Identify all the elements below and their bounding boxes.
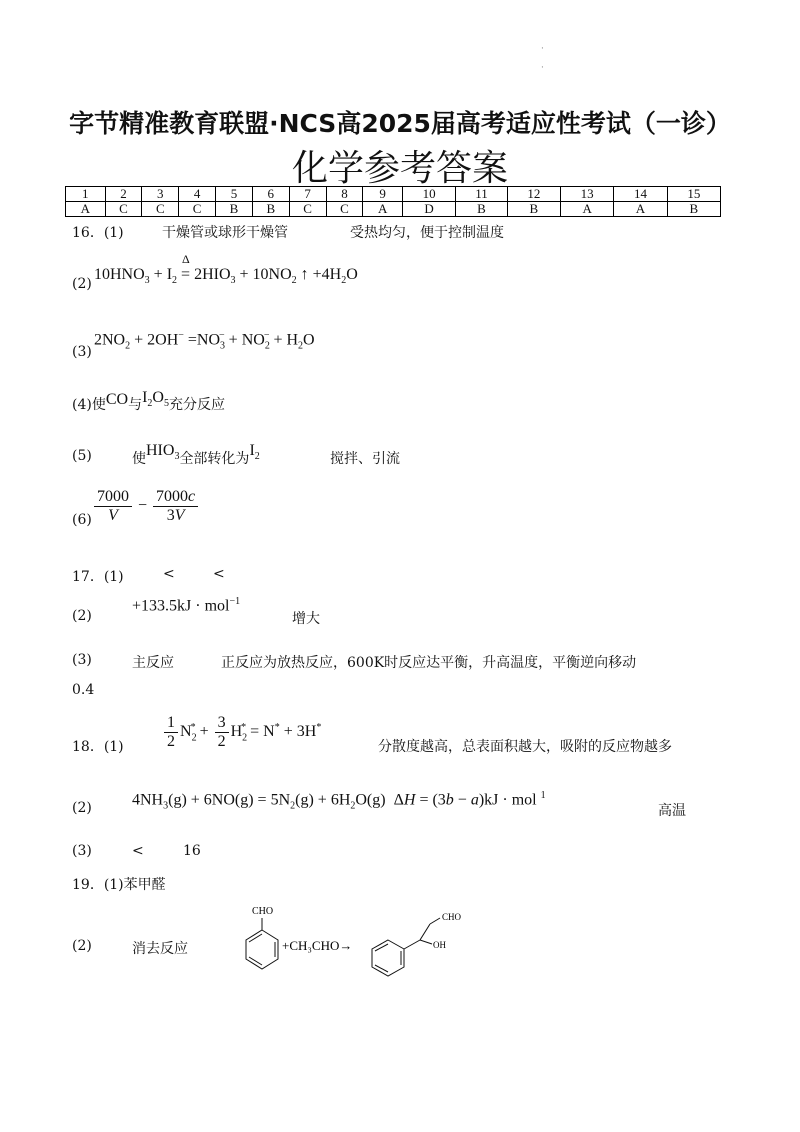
q18-label: 18．(1) [72, 739, 124, 755]
q18-1-answer: 分散度越高，总表面积越大，吸附的反应物越多 [378, 739, 672, 755]
q18-2-answer: 高温 [658, 803, 686, 819]
answer-table-answer-cell: B [252, 202, 289, 217]
benzaldehyde-ring [246, 930, 278, 969]
q17-label: 17．(1) [72, 569, 124, 585]
q19-2-answer: 消去反应 [132, 941, 188, 957]
q16-1-answer-a: 干燥管或球形干燥管 [162, 225, 288, 241]
answer-table-answer-cell: B [216, 202, 253, 217]
q16-5-answer-b: 搅拌、引流 [330, 451, 400, 467]
q17-2-label: (2) [72, 608, 92, 624]
q16-4-answer [72, 389, 225, 416]
q19-2-label: (2) [72, 938, 92, 954]
q18-2-label: (2) [72, 800, 92, 816]
q16-5-label: (5) [72, 448, 92, 464]
q18-3-answer-b: 16 [183, 843, 201, 859]
q16-6-label: (6) [72, 512, 92, 528]
q16-6-expression: $\frac{7000}{V}$ − $\frac{7000c}{3V}$ [92, 488, 200, 525]
product-cho-label: CHO [442, 912, 462, 922]
answer-table-number-cell: 3 [142, 187, 179, 202]
answer-table-number-cell: 15 [667, 187, 720, 202]
answer-table-answer-cell: A [363, 202, 403, 217]
q19-reaction-scheme [230, 900, 480, 980]
q18-3-label: (3) [72, 843, 92, 859]
answer-table-number-cell: 8 [326, 187, 363, 202]
q16-5-formula-hio3: $HIO_3$ [146, 442, 180, 463]
q17-3-answer-b: 正反应为放热反应，600K时反应达平衡，升高温度，平衡逆向移动 [221, 655, 637, 671]
q16-5-answer-a [132, 442, 260, 470]
product-ring [372, 940, 404, 976]
q17-1-answer-b: < [213, 566, 225, 582]
page-title: 字节精准教育联盟·NCS高2025届高考适应性考试（一诊） [69, 109, 731, 138]
q16-1-answer-b: 受热均匀，便于控制温度 [350, 225, 504, 241]
answer-table-answer-cell: C [289, 202, 326, 217]
q16-5-formula-i2: $I_2$ [249, 442, 260, 463]
q17-2-answer: 增大 [292, 611, 320, 627]
answer-table-number-cell: 10 [402, 187, 455, 202]
answer-table-answer-cell: C [142, 202, 179, 217]
q17-2-value [132, 596, 240, 615]
answer-table-answer-cell: A [614, 202, 667, 217]
corner-dot: · [541, 63, 544, 73]
q18-3-answer-a: < [132, 843, 144, 859]
q17-2-value-text: +133.5kJ · mol [132, 597, 230, 615]
q17-3-label: (3) [72, 652, 92, 668]
answer-table-answer-cell: A [561, 202, 614, 217]
answer-table [65, 186, 721, 217]
q16-4-formula: $I_2O_5$ [142, 389, 169, 410]
q16-4-text-c: 充分反应 [168, 397, 225, 413]
q16-2-equation: $10HNO_3 + I_2$ = Δ $2HIO_3 + 10NO_2$ ↑ $+4H_2O$ [94, 252, 358, 287]
reagent-acetaldehyde: +CH₃CHO→ [282, 938, 353, 953]
product-chain-bond [404, 940, 420, 949]
page-subtitle: 化学参考答案 [291, 148, 508, 189]
answer-table-number-cell: 1 [66, 187, 106, 202]
answer-table-answer-cell: D [402, 202, 455, 217]
q17-2-value-exp: −1 [229, 596, 241, 607]
q16-2-label: (2) [72, 276, 92, 292]
benzaldehyde-cho-label: CHO [252, 906, 274, 917]
answer-table-answer-cell: C [326, 202, 363, 217]
corner-dot: · [541, 44, 544, 54]
q16-label: 16．(1) [72, 225, 124, 241]
answer-table-number-cell: 12 [507, 187, 560, 202]
q17-3-answer-a: 主反应 [132, 655, 174, 671]
q18-2-equation: $4NH_3(g) + 6NO(g) = 5N_2(g) + 6H_2O(g) \Delta H = (3b - a)kJ$ · mol $^1$ [132, 790, 546, 812]
product-oh-label: OH [433, 940, 446, 950]
answer-table-number-cell: 4 [179, 187, 216, 202]
q17-1-answer-a: < [163, 566, 175, 582]
q17-3-answer-c: 0.4 [72, 682, 95, 698]
q16-4-label: (4) [72, 397, 92, 413]
answer-table-answer-cell: C [105, 202, 142, 217]
q16-4-text-b: 与 [128, 397, 143, 413]
answer-table-number-cell: 2 [105, 187, 142, 202]
answer-table-answer-cell: B [507, 202, 560, 217]
answer-table-answer-cell: B [456, 202, 508, 217]
q16-3-equation: $2NO_2 + 2OH^- =NO_3^- + NO_2^- + H_2O$ [94, 330, 315, 352]
answer-table-number-cell: 13 [561, 187, 614, 202]
answer-table-number-row [66, 187, 721, 202]
answer-table-answer-cell: B [667, 202, 720, 217]
answer-table-answer-cell: C [179, 202, 216, 217]
answer-table-number-cell: 14 [614, 187, 667, 202]
q16-5-text-b: 全部转化为 [179, 451, 250, 467]
q19-label: 19．(1)苯甲醛 [72, 877, 166, 893]
answer-table-number-cell: 9 [363, 187, 403, 202]
q16-4-text-a: 使 [91, 397, 106, 413]
answer-table-answer-row [66, 202, 721, 217]
q16-4-co: CO [105, 391, 129, 408]
q16-3-label: (3) [72, 344, 92, 360]
answer-table-number-cell: 11 [456, 187, 508, 202]
q16-5-text-a: 使 [132, 451, 146, 467]
answer-table-number-cell: 6 [252, 187, 289, 202]
answer-table-number-cell: 7 [289, 187, 326, 202]
q18-1-equation: $\frac{1}{2}$ $N_2^*$ + $\frac{3}{2}$ $H_2^* = N^* + 3H^*$ [162, 714, 321, 751]
answer-table-answer-cell: A [66, 202, 106, 217]
answer-table-number-cell: 5 [216, 187, 253, 202]
